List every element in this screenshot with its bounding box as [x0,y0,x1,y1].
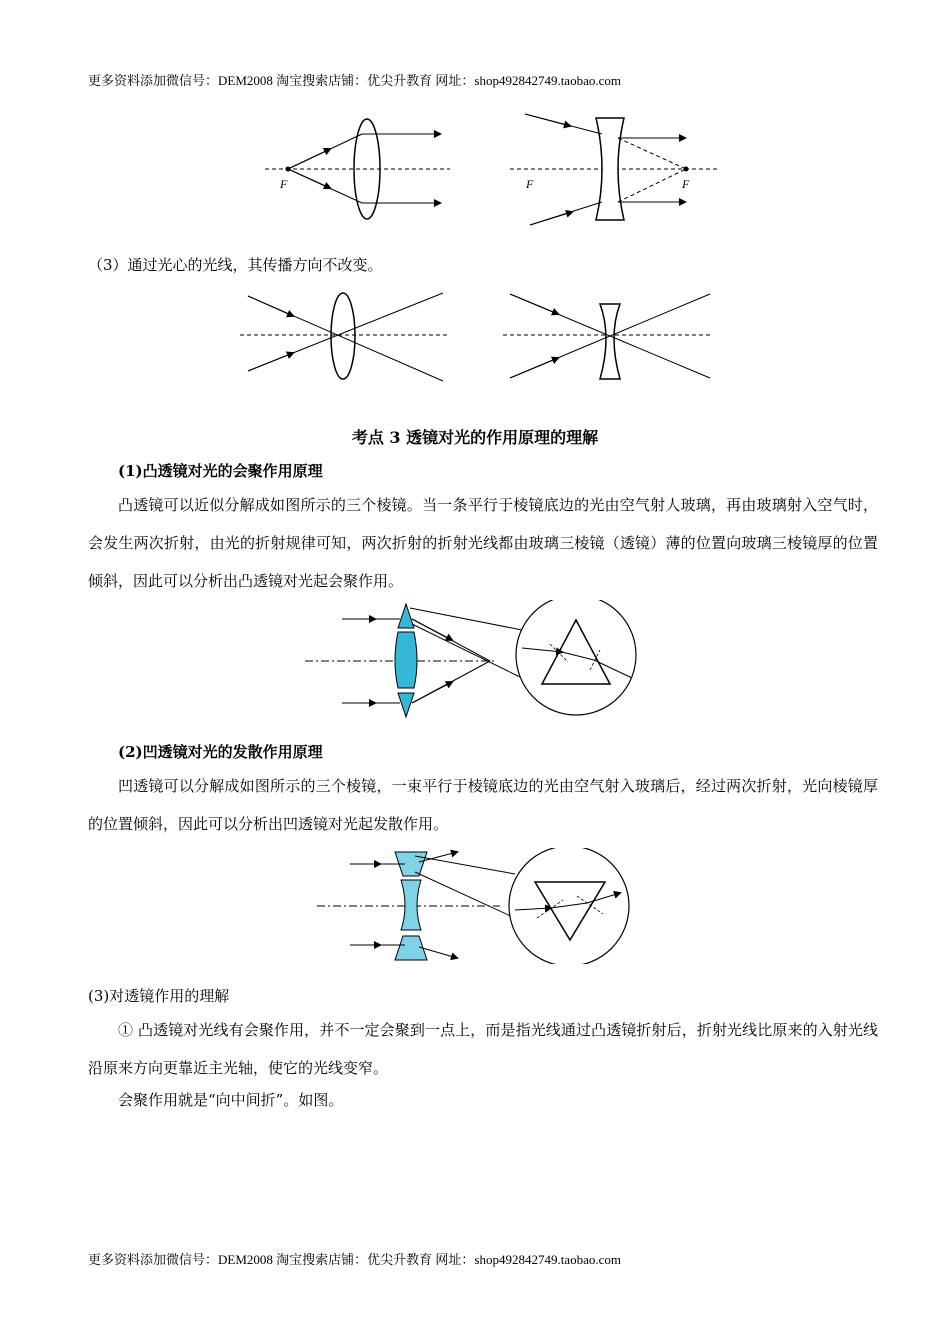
sub3-paragraph-1: ① 凸透镜对光线有会聚作用，并不一定会聚到一点上，而是指光线通过凸透镜折射后，折射光线比原来的入射光线沿原来方向更靠近主光轴，使它的光线变窄。 [88,1021,878,1077]
figure-focus-rays [250,108,730,238]
page-footer: 更多资料添加微信号：DEM2008 淘宝搜索店铺：优尖升教育 网址：shop492842749.taobao.com [88,1252,621,1267]
figure-convex-prisms [300,600,645,720]
page-header: 更多资料添加微信号：DEM2008 淘宝搜索店铺：优尖升教育 网址：shop492842749.taobao.com [88,73,621,88]
section-title: 考点 3 透镜对光的作用原理的理解 [351,428,599,447]
item-3-text: （3）通过光心的光线，其传播方向不改变。 [88,256,383,274]
sub3-paragraph-2: 会聚作用就是“向中间折”。如图。 [118,1091,344,1109]
sub2-paragraph: 凹透镜可以分解成如图所示的三个棱镜，一束平行于棱镜底边的光由空气射入玻璃后，经过两次折射，光向棱镜厚的位置倾斜，因此可以分析出凹透镜对光起发散作用。 [88,777,878,833]
focus-label-concave-left: F [526,177,534,191]
figure-optical-center [238,288,738,396]
sub3-heading: (3)对透镜作用的理解 [88,987,230,1005]
sub2-heading: (2)凹透镜对光的发散作用原理 [118,743,323,761]
focus-label-concave-right: F [682,177,690,191]
sub1-heading: (1)凸透镜对光的会聚作用原理 [118,462,323,480]
figure-concave-prisms [315,848,635,964]
focus-label-left: F [280,177,288,191]
sub1-paragraph: 凸透镜可以近似分解成如图所示的三个棱镜。当一条平行于棱镜底边的光由空气射人玻璃，再由玻璃射入空气时，会发生两次折射，由光的折射规律可知，两次折射的折射光线都由玻璃三棱镜（透镜）薄的位置向玻璃三棱镜厚的位置倾斜，因此可以分析出凸透镜对光起会聚作用。 [88,496,878,590]
